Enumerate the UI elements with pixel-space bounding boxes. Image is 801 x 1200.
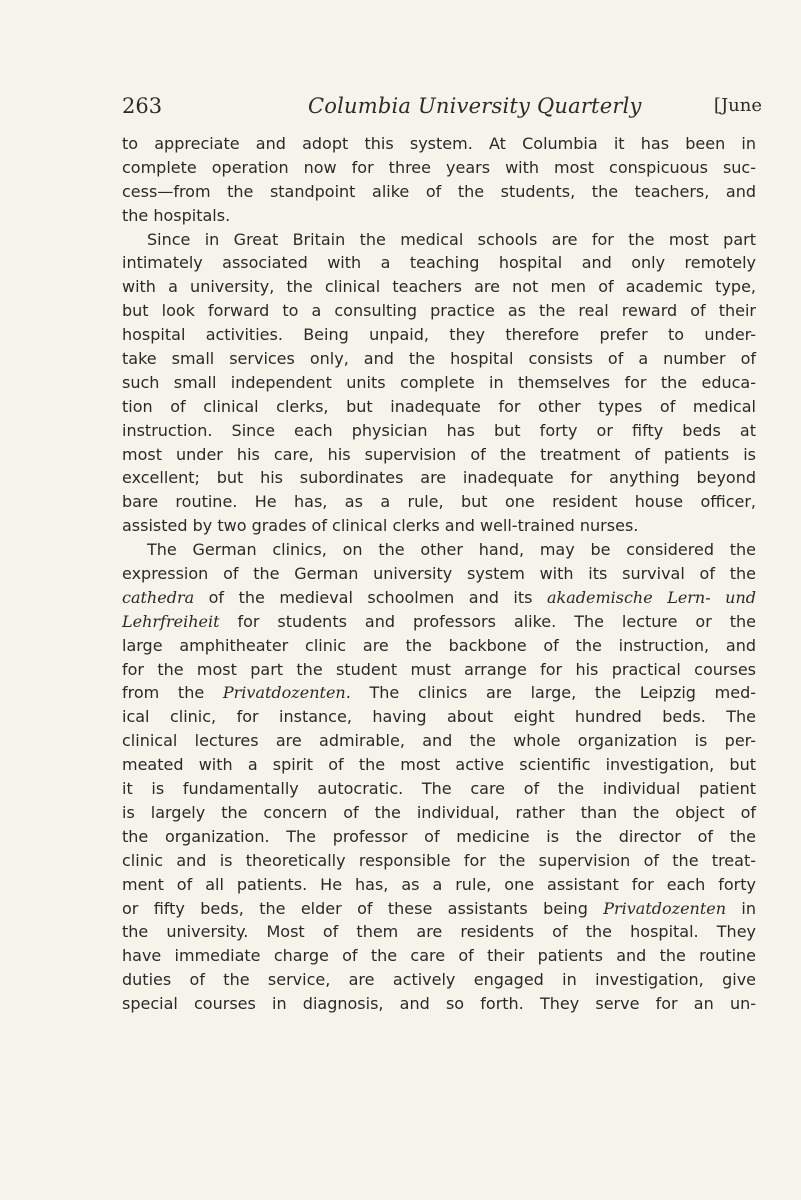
text-line: it is fundamentally autocratic. The care of the individual patient	[122, 779, 756, 799]
text-line: but look forward to a consulting practice as the real reward of their	[122, 301, 756, 321]
italic-term: cathedra	[122, 587, 195, 607]
text-line: hospital activities. Being unpaid, they therefore prefer to under-	[122, 325, 756, 345]
text-line: instruction. Since each physician has but forty or fifty beds at	[122, 420, 756, 440]
line-text: of the medieval schoolmen and its	[194, 587, 547, 607]
text-line: assisted by two grades of clinical clerks and well-trained nurses.	[122, 516, 639, 536]
page-number: 263	[122, 94, 163, 118]
text-line: with a university, the clinical teachers are not men of academic type,	[122, 277, 756, 297]
italic-term: akademische Lern- und	[546, 587, 756, 607]
italic-term: Privatdozenten.	[222, 683, 351, 703]
text-line: the hospitals.	[122, 205, 231, 225]
line-text: The clinics are large, the Leipzig med-	[350, 683, 757, 703]
running-head	[122, 94, 762, 124]
text-line: clinical lectures are admirable, and the whole organization is per-	[122, 731, 756, 751]
line-text: from the	[122, 683, 223, 703]
text-line: intimately associated with a teaching hospital and only remotely	[122, 253, 756, 273]
text-line: the organization. The professor of medicine is the director of the	[122, 826, 756, 846]
text-line: special courses in diagnosis, and so forth. They serve for an un-	[122, 994, 756, 1014]
text-line: meated with a spirit of the most active scientific investigation, but	[122, 755, 756, 775]
body-text	[122, 132, 756, 1016]
text-line	[122, 586, 756, 610]
journal-title: Columbia University Quarterly	[308, 94, 642, 118]
text-line: is largely the concern of the individual, rather than the object of	[122, 802, 756, 822]
text-line: to appreciate and adopt this system. At Columbia it has been in	[122, 134, 756, 153]
issue-month: [June	[713, 95, 762, 116]
text-line: bare routine. He has, as a rule, but one resident house officer,	[122, 492, 756, 512]
text-line: such small independent units complete in themselves for the educa-	[122, 372, 756, 392]
text-line: duties of the service, are actively engaged in investigation, give	[122, 970, 756, 990]
text-line: expression of the German university system with its survival of the	[122, 564, 756, 584]
text-line: Since in Great Britain the medical schools are for the most part	[147, 229, 756, 249]
text-line: ment of all patients. He has, as a rule, one assistant for each forty	[122, 874, 756, 894]
text-line: complete operation now for three years with most conspicuous suc-	[122, 157, 756, 177]
text-line: tion of clinical clerks, but inadequate for other types of medical	[122, 396, 756, 416]
text-line: most under his care, his supervision of the treatment of patients is	[122, 444, 756, 464]
line-text: in	[726, 898, 757, 918]
italic-term: Privatdozenten	[603, 898, 727, 918]
italic-term: Lehrfreiheit	[122, 611, 220, 631]
text-line: for the most part the student must arrange for his practical courses	[122, 659, 756, 679]
line-text: for students and professors alike. The lecture or the	[219, 611, 756, 631]
text-line: cess—from the standpoint alike of the students, the teachers, and	[122, 181, 756, 201]
text-line: excellent; but his subordinates are inadequate for anything beyond	[122, 468, 756, 488]
text-line: clinic and is theoretically responsible for the supervision of the treat-	[122, 850, 756, 870]
text-line	[122, 681, 756, 705]
text-line: take small services only, and the hospital consists of a number of	[122, 349, 756, 369]
text-line	[122, 897, 756, 921]
line-text: or fifty beds, the elder of these assistants being	[122, 898, 604, 918]
text-line: The German clinics, on the other hand, may be considered the	[147, 540, 756, 560]
text-line: large amphitheater clinic are the backbone of the instruction, and	[122, 635, 756, 655]
text-line	[122, 610, 756, 634]
text-line: ical clinic, for instance, having about eight hundred beds. The	[122, 707, 756, 727]
text-line: the university. Most of them are residents of the hospital. They	[122, 922, 756, 942]
text-line: have immediate charge of the care of their patients and the routine	[122, 946, 756, 966]
